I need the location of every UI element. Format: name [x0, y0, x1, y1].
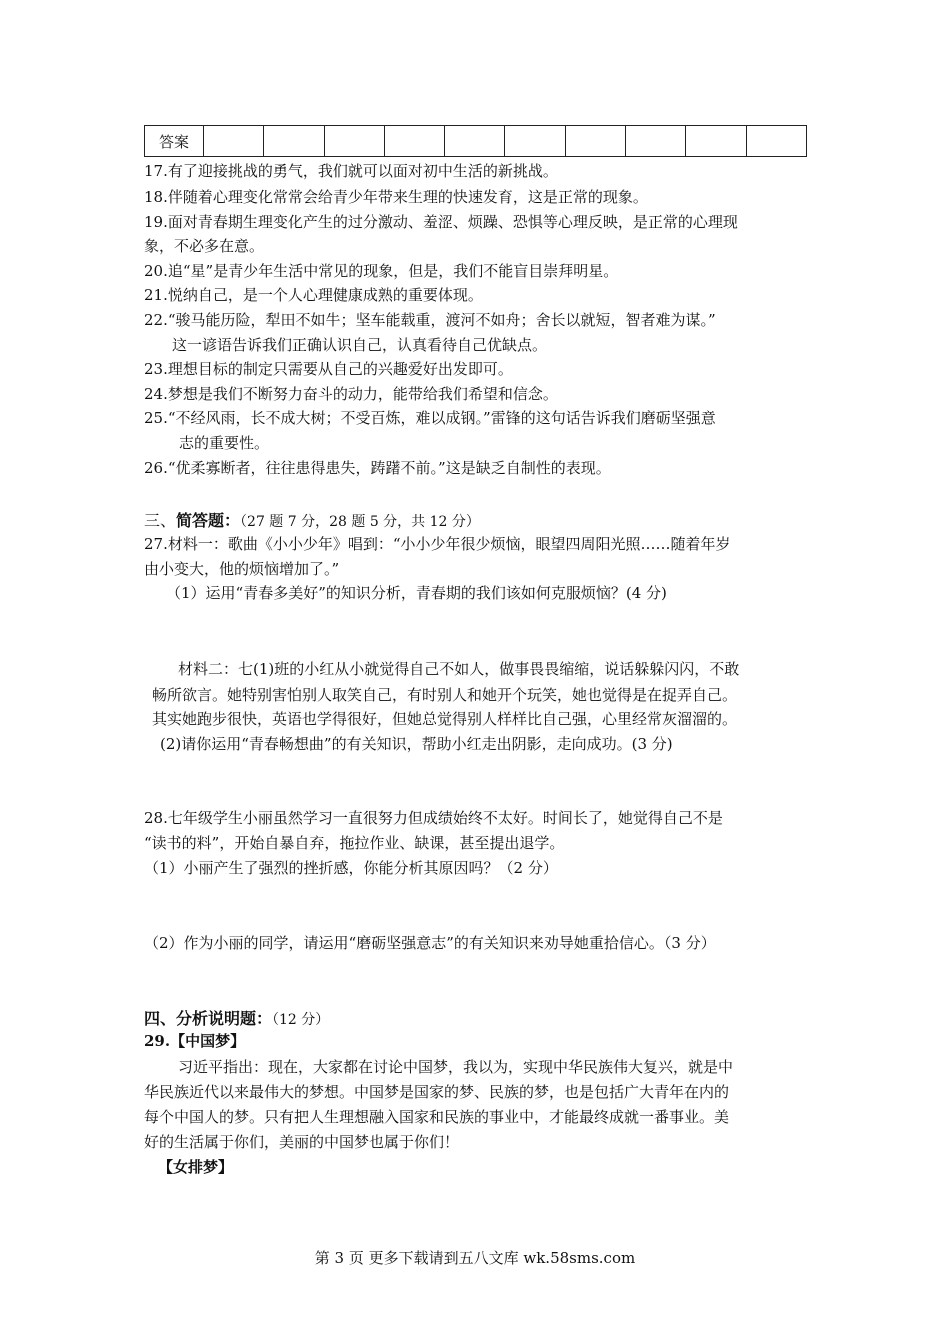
answer-cell[interactable]	[626, 126, 686, 157]
q27-material1-line2: 由小变大，他的烦恼增加了。”	[144, 560, 340, 578]
q29-text-line1: 习近平指出：现在，大家都在讨论中国梦，我以为，实现中华民族伟大复兴，就是中	[178, 1058, 734, 1076]
section-3-title: 简答题：	[176, 511, 241, 530]
q29-tag-chinese-dream: 29.【中国梦】	[144, 1032, 246, 1050]
q27-question1: （1）运用“青春多美好”的知识分析，青春期的我们该如何克服烦恼？(4 分)	[166, 584, 667, 602]
statement-19-line1: 19.面对青春期生理变化产生的过分激动、羞涩、烦躁、恐惧等心理反映，是正常的心理现	[144, 213, 738, 231]
section-4-title: 四、分析说明题：	[144, 1009, 273, 1028]
answer-cell[interactable]	[384, 126, 444, 157]
answer-cell[interactable]	[264, 126, 324, 157]
answer-cell[interactable]	[445, 126, 505, 157]
q29-text-line3: 每个中国人的梦。只有把人生理想融入国家和民族的事业中，才能最终成就一番事业。美	[144, 1108, 730, 1126]
q27-question2: (2)请你运用“青春畅想曲”的有关知识，帮助小红走出阴影，走向成功。(3 分)	[160, 735, 673, 753]
q27-material2-line1: 材料二：七(1)班的小红从小就觉得自己不如人，做事畏畏缩缩，说话躲躲闪闪，不敢	[178, 660, 740, 678]
q28-question2: （2）作为小丽的同学，请运用“磨砺坚强意志”的有关知识来劝导她重拾信心。（3 分）	[144, 934, 716, 952]
page-footer: 第 3 页 更多下载请到五八文库 wk.58sms.com	[314, 1249, 636, 1267]
q28-question1: （1）小丽产生了强烈的挫折感，你能分析其原因吗？（2 分）	[144, 859, 558, 877]
section-3-prefix: 三、	[144, 511, 177, 530]
answer-cell[interactable]	[746, 126, 806, 157]
answer-cell[interactable]	[565, 126, 625, 157]
q28-line2: “读书的料”，开始自暴自弃，拖拉作业、缺课，甚至提出退学。	[144, 834, 565, 852]
section-3-heading	[144, 508, 480, 531]
statement-23: 23.理想目标的制定只需要从自己的兴趣爱好出发即可。	[144, 360, 513, 378]
q29-tag-volleyball-dream: 【女排梦】	[158, 1158, 234, 1176]
statement-25-line1: 25.“不经风雨，长不成大树；不受百炼，难以成钢。”雷锋的这句话告诉我们磨砺坚强意	[144, 409, 716, 427]
statement-22-line1: 22.“骏马能历险，犁田不如牛；坚车能载重，渡河不如舟；舍长以就短，智者难为谋。”	[144, 311, 716, 329]
q28-line1: 28.七年级学生小丽虽然学习一直很努力但成绩始终不太好。时间长了，她觉得自己不是	[144, 809, 723, 827]
answer-table	[144, 125, 807, 157]
answer-table-label: 答案	[145, 126, 204, 157]
q27-material2-line3: 其实她跑步很快，英语也学得很好，但她总觉得别人样样比自己强，心里经常灰溜溜的。	[152, 710, 738, 728]
section-3-score: （27 题 7 分，28 题 5 分，共 12 分）	[240, 514, 480, 530]
q29-text-line4: 好的生活属于你们，美丽的中国梦也属于你们！	[144, 1133, 460, 1151]
section-4-heading	[144, 1006, 329, 1029]
answer-cell[interactable]	[686, 126, 746, 157]
statement-26: 26.“优柔寡断者，往往患得患失，踌躇不前。”这是缺乏自制性的表现。	[144, 459, 611, 477]
statement-17: 17.有了迎接挑战的勇气，我们就可以面对初中生活的新挑战。	[144, 162, 558, 180]
statement-18: 18.伴随着心理变化常常会给青少年带来生理的快速发育，这是正常的现象。	[144, 188, 648, 206]
statement-22-line2: 这一谚语告诉我们正确认识自己，认真看待自己优缺点。	[172, 336, 548, 354]
statement-19-line2: 象，不必多在意。	[144, 237, 265, 255]
statement-20: 20.追“星”是青少年生活中常见的现象，但是，我们不能盲目崇拜明星。	[144, 262, 619, 280]
statement-24: 24.梦想是我们不断努力奋斗的动力，能带给我们希望和信念。	[144, 385, 558, 403]
answer-cell[interactable]	[324, 126, 384, 157]
statement-21: 21.悦纳自己，是一个人心理健康成熟的重要体现。	[144, 286, 483, 304]
q27-material1-line1: 27.材料一：歌曲《小小少年》唱到：“小小少年很少烦恼，眼望四周阳光照……随着年岁	[144, 535, 731, 553]
answer-cell[interactable]	[204, 126, 264, 157]
section-4-score: （12 分）	[272, 1012, 330, 1028]
q29-text-line2: 华民族近代以来最伟大的梦想。中国梦是国家的梦、民族的梦，也是包括广大青年在内的	[144, 1083, 730, 1101]
q27-material2-line2: 畅所欲言。她特别害怕别人取笑自己，有时别人和她开个玩笑，她也觉得是在捉弄自己。	[152, 686, 738, 704]
statement-25-line2: 志的重要性。	[179, 434, 270, 452]
answer-cell[interactable]	[505, 126, 565, 157]
